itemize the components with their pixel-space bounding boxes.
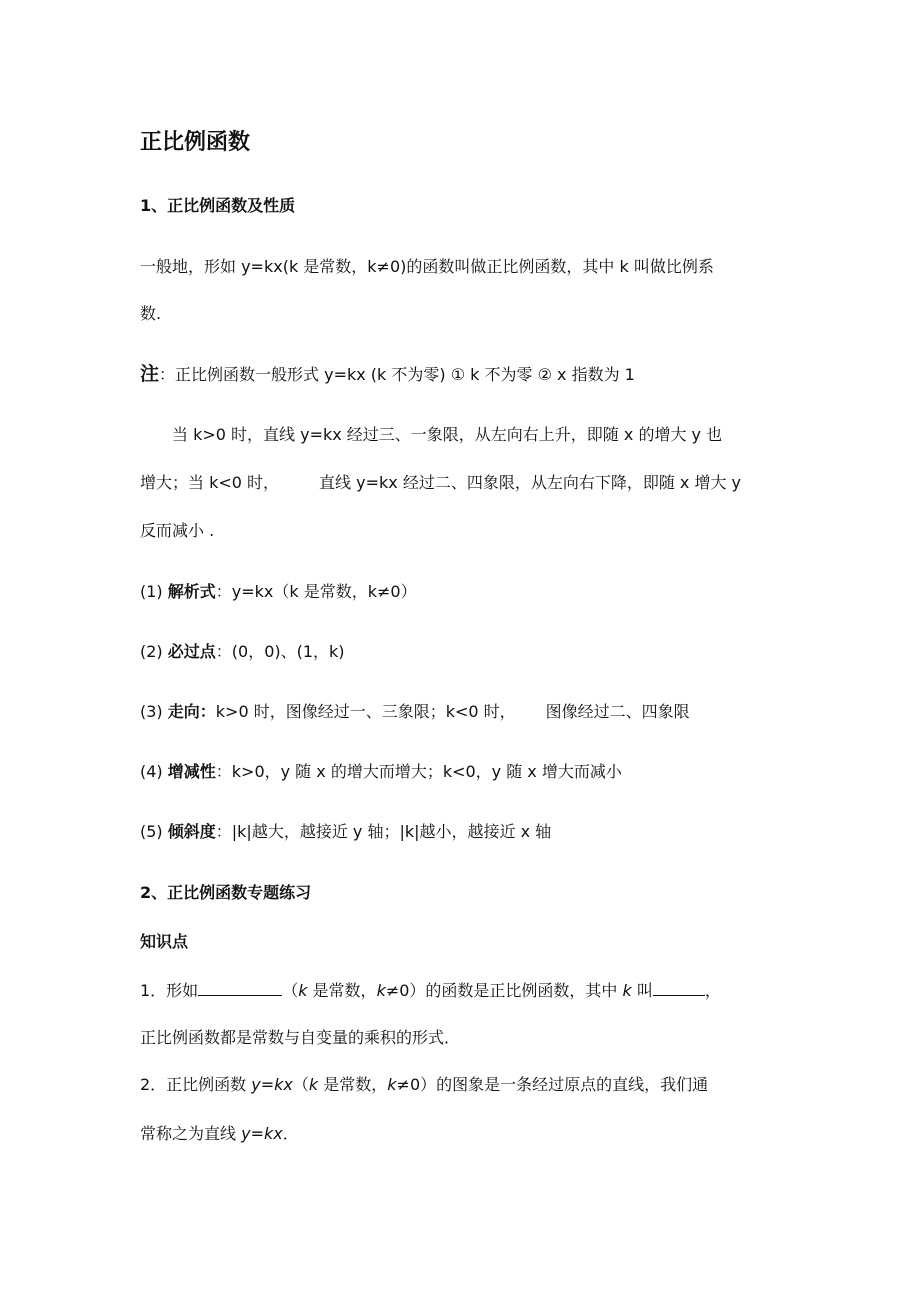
property-label: 解析式 bbox=[167, 582, 216, 601]
note-text: ：正比例函数一般形式 y=kx (k 不为零) ① k 不为零 ② x 指数为 1 bbox=[159, 365, 635, 384]
exercise-item-1-line-1 bbox=[140, 977, 721, 1003]
item-prefix: 1．形如 bbox=[140, 981, 199, 1000]
knowledge-points-heading: 知识点 bbox=[140, 932, 189, 951]
item-text: 常称之为直线 bbox=[140, 1124, 242, 1143]
property-text: k>0 时，图像经过一、三象限；k<0 时， bbox=[215, 702, 516, 721]
page-title: 正比例函数 bbox=[140, 130, 251, 155]
variable-k: k bbox=[298, 981, 308, 1000]
section-2-heading: 2、正比例函数专题练习 bbox=[140, 883, 312, 902]
section-1-heading: 1、正比例函数及性质 bbox=[140, 196, 296, 215]
exercise-item-2-line-1 bbox=[140, 1073, 708, 1097]
fill-blank[interactable] bbox=[653, 977, 705, 996]
property-label: 必过点 bbox=[167, 642, 216, 661]
explanation-line-3: 反而减小 . bbox=[140, 521, 215, 540]
property-5 bbox=[140, 820, 551, 844]
property-text: ：(0，0)、(1，k) bbox=[215, 642, 345, 661]
property-text: ：|k|越大，越接近 y 轴；|k|越小，越接近 x 轴 bbox=[215, 822, 552, 841]
property-text-2: 图像经过二、四象限 bbox=[545, 702, 690, 721]
explanation-line-1: 当 k>0 时，直线 y=kx 经过三、一象限，从左向右上升，即随 x 的增大 y 也 bbox=[172, 425, 723, 444]
property-label: 倾斜度 bbox=[167, 822, 216, 841]
property-2 bbox=[140, 640, 345, 664]
definition-line-2: 数. bbox=[140, 304, 162, 323]
item-prefix: 2．正比例函数 bbox=[140, 1075, 252, 1094]
explanation-line-2b: 直线 y=kx 经过二、四象限，从左向右下降，即随 x 增大 y bbox=[319, 473, 742, 492]
property-label: 增减性 bbox=[167, 762, 216, 781]
item-text: 叫 bbox=[631, 981, 653, 1000]
property-4 bbox=[140, 760, 622, 784]
note-label: 注 bbox=[140, 363, 160, 385]
item-text: 是常数， bbox=[318, 1075, 388, 1094]
item-text: ≠0）的图象是一条经过原点的直线，我们通 bbox=[396, 1075, 709, 1094]
variable-k: k bbox=[308, 1075, 319, 1094]
definition-line-1: 一般地，形如 y=kx(k 是常数，k≠0)的函数叫做正比例函数，其中 k 叫做比例系 bbox=[140, 257, 714, 276]
explanation-line-2a: 增大；当 k<0 时， bbox=[140, 473, 280, 492]
item-text: （ bbox=[282, 981, 299, 1000]
item-text: ≠0）的函数是正比例函数，其中 bbox=[385, 981, 623, 1000]
variable-k: k bbox=[622, 981, 632, 1000]
property-number: (2) bbox=[140, 642, 168, 661]
property-text: ：k>0，y 随 x 的增大而增大；k<0，y 随 x 增大而减小 bbox=[215, 762, 622, 781]
property-text: ：y=kx（k 是常数，k≠0） bbox=[215, 582, 417, 601]
variable-k: k bbox=[376, 981, 386, 1000]
item-text: 是常数， bbox=[307, 981, 377, 1000]
equation: y=kx bbox=[251, 1075, 293, 1094]
exercise-item-2-line-2 bbox=[140, 1122, 299, 1146]
equation: y=kx bbox=[241, 1124, 283, 1143]
property-number: (4) bbox=[140, 762, 168, 781]
explanation-line-2 bbox=[140, 471, 741, 495]
property-label: 走向： bbox=[167, 702, 216, 721]
property-number: (3) bbox=[140, 702, 168, 721]
property-number: (5) bbox=[140, 822, 168, 841]
fill-blank[interactable] bbox=[198, 977, 282, 996]
property-1 bbox=[140, 580, 417, 604]
property-number: (1) bbox=[140, 582, 168, 601]
exercise-item-1-line-2: 正比例函数都是常数与自变量的乘积的形式． bbox=[140, 1028, 461, 1047]
property-3 bbox=[140, 700, 690, 724]
variable-k: k bbox=[387, 1075, 397, 1094]
item-text: （ bbox=[292, 1075, 309, 1094]
item-text: ， bbox=[704, 981, 721, 1000]
note-paragraph bbox=[140, 362, 635, 387]
item-text: ． bbox=[282, 1124, 299, 1143]
